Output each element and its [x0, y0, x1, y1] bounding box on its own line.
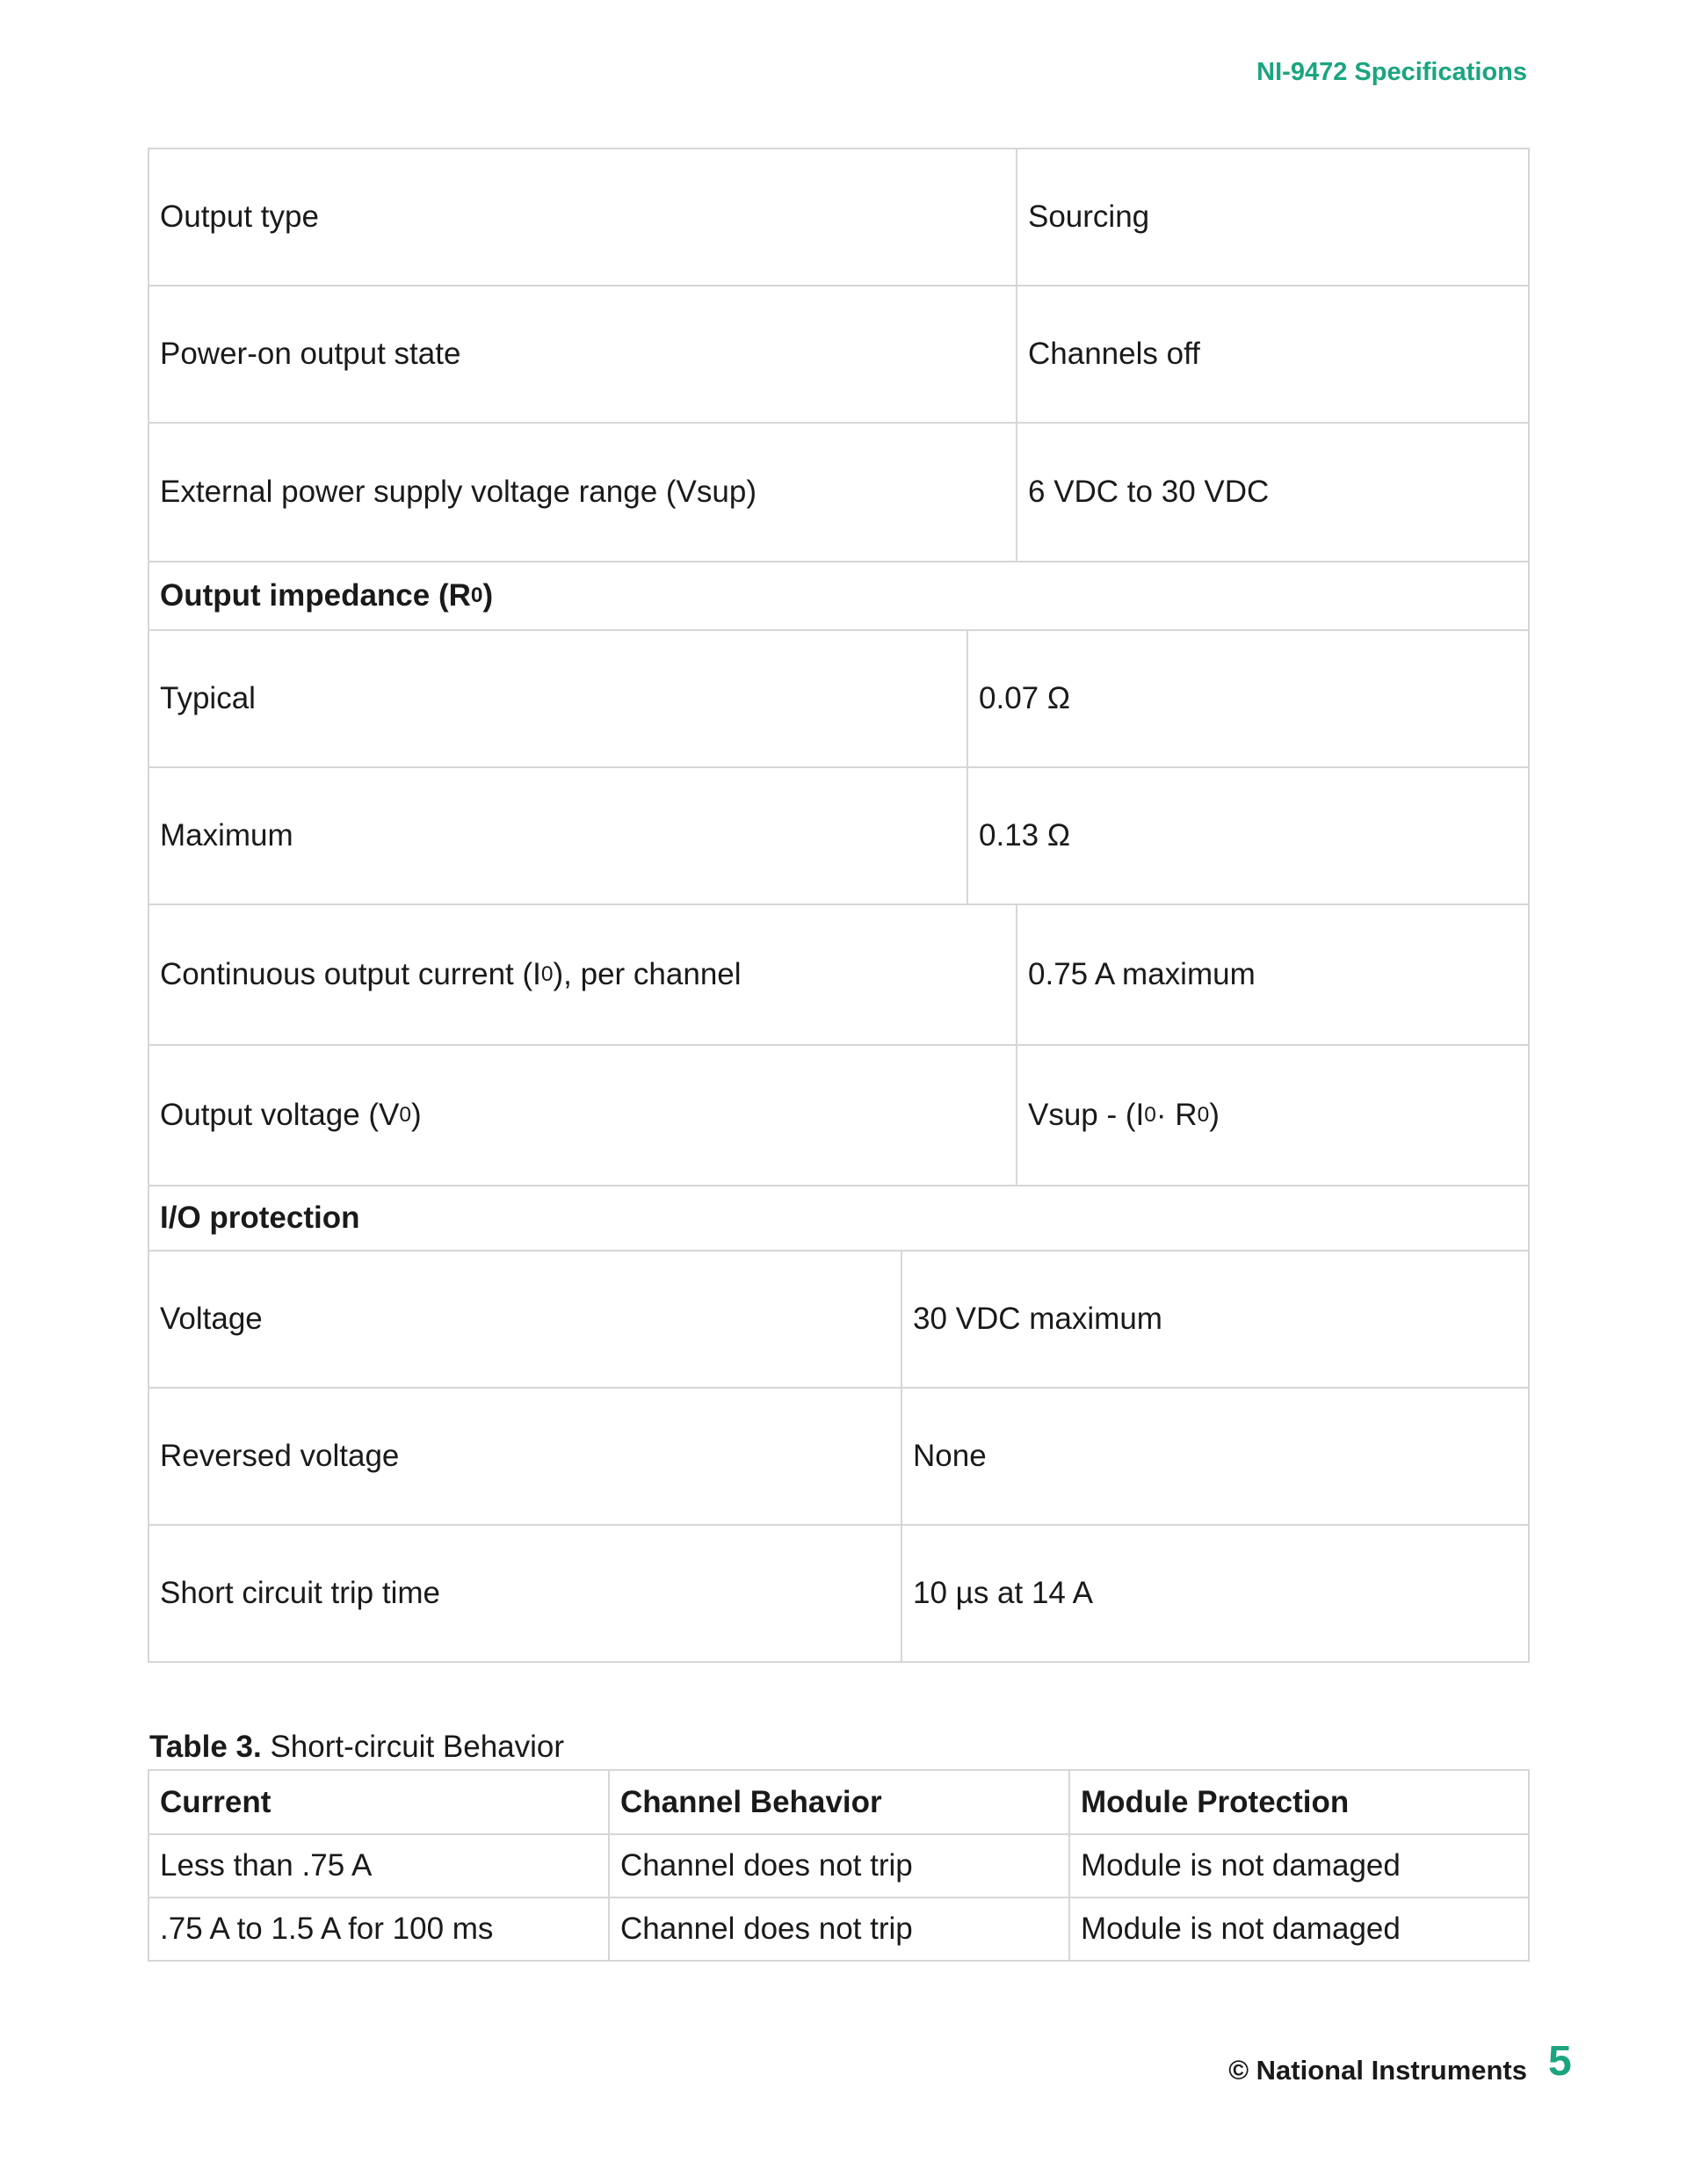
page-number: 5 — [1548, 2038, 1572, 2085]
table3-row2-module-protection: Module is not damaged — [1068, 1897, 1530, 1962]
label-post: ), per channel — [553, 957, 742, 991]
table3-caption — [149, 1730, 564, 1765]
label-pre: Continuous output current (I — [160, 957, 541, 991]
table3-header-module-protection: Module Protection — [1068, 1769, 1530, 1835]
spec-section-output-impedance: Output impedance (R 0 ) — [148, 561, 1530, 631]
label-pre: Output voltage (V — [160, 1098, 400, 1132]
spec-value-output-voltage: Vsup - (I 0 · R 0 ) — [1016, 1044, 1530, 1186]
spec-section-io-protection: I/O protection — [148, 1185, 1530, 1252]
spec-value-typical: 0.07 Ω — [967, 629, 1530, 768]
table3-row1-channel-behavior: Channel does not trip — [608, 1833, 1070, 1898]
spec-value-trip-time: 10 µs at 14 A — [901, 1524, 1530, 1663]
table3-header-current: Current — [148, 1769, 610, 1835]
spec-label-voltage: Voltage — [148, 1250, 902, 1389]
table3-row1-current: Less than .75 A — [148, 1833, 610, 1898]
spec-label-typical: Typical — [148, 629, 968, 768]
spec-label-reversed-voltage: Reversed voltage — [148, 1387, 902, 1526]
table3-row2-current: .75 A to 1.5 A for 100 ms — [148, 1897, 610, 1962]
table3-caption-bold: Table 3. — [149, 1730, 262, 1764]
spec-label-output-voltage: Output voltage (V 0 ) — [148, 1044, 1017, 1186]
spec-label-output-type: Output type — [148, 148, 1017, 287]
table3-row1-module-protection: Module is not damaged — [1068, 1833, 1530, 1898]
footer-copyright: © National Instruments — [1228, 2055, 1527, 2086]
spec-value-supply-range: 6 VDC to 30 VDC — [1016, 422, 1530, 562]
spec-label-supply-range: External power supply voltage range (Vsup) — [148, 422, 1017, 562]
spec-value-continuous-current: 0.75 A maximum — [1016, 903, 1530, 1046]
section-label-pre: Output impedance (R — [160, 578, 471, 613]
section-label-post: ) — [482, 578, 494, 613]
value-mid: · R — [1155, 1098, 1198, 1132]
table3-row2-channel-behavior: Channel does not trip — [608, 1897, 1070, 1962]
spec-label-maximum: Maximum — [148, 766, 968, 905]
value-post: ) — [1209, 1098, 1220, 1132]
document-header-title: NI-9472 Specifications — [1256, 58, 1527, 86]
spec-value-output-type: Sourcing — [1016, 148, 1530, 287]
value-pre: Vsup - (I — [1028, 1098, 1145, 1132]
spec-value-reversed-voltage: None — [901, 1387, 1530, 1526]
spec-label-power-on: Power-on output state — [148, 285, 1017, 424]
table3-header-channel-behavior: Channel Behavior — [608, 1769, 1070, 1835]
spec-value-voltage: 30 VDC maximum — [901, 1250, 1530, 1389]
spec-label-trip-time: Short circuit trip time — [148, 1524, 902, 1663]
spec-value-power-on: Channels off — [1016, 285, 1530, 424]
table3-caption-text: Short-circuit Behavior — [261, 1730, 565, 1764]
label-post: ) — [411, 1098, 422, 1132]
spec-value-maximum: 0.13 Ω — [967, 766, 1530, 905]
spec-label-continuous-current: Continuous output current (I 0 ), per channel — [148, 903, 1017, 1046]
